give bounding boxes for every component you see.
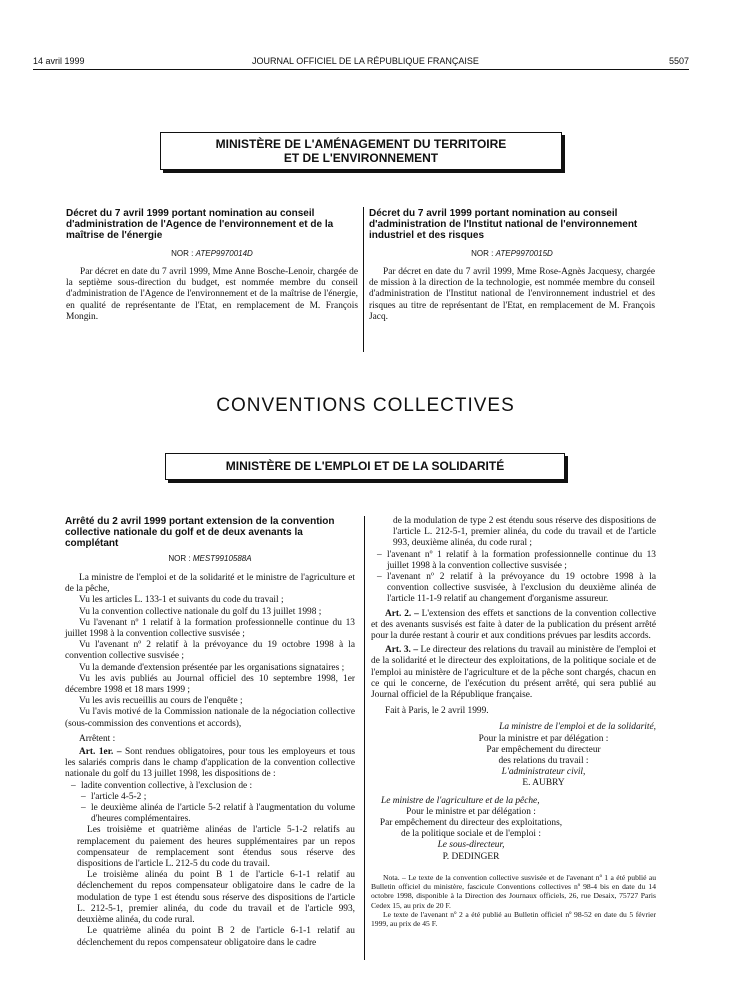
decree-left-nor [66,249,358,258]
vu-item: Vu l'avis motivé de la Commission nationale de la négociation collective (sous-commission des conventions et accords), [65,707,355,729]
journal-title: JOURNAL OFFICIEL DE LA RÉPUBLIQUE FRANÇAISE [252,56,479,66]
decree-left [66,208,358,323]
nor-label: NOR : [471,249,494,258]
vu-item: Vu l'avenant nº 2 relatif à la prévoyance du 19 octobre 1998 à la convention collective susvisée ; [65,640,355,662]
nor-code: MEST9910588A [192,554,252,563]
signature-line: Par empêchement du directeur des exploitations, [379,818,563,829]
nota-1: Nota. – Le texte de la convention collective susvisée et de l'avenant nº 1 a été publié au Bulletin officiel du ministère, fascicule Conventions collectives nº 98-4 bis en date du 14 octobre 1998, disponible à la Direction des Journaux officiels, 26, rue Desaix, 75727 Paris Cedex 15, au prix de 20 F. [371,872,656,910]
article-1-paragraph: Les troisième et quatrième alinéas de l'article 5-1-2 relatifs au remplacement du paiement des heures supplémentaires par un repos compensateur de remplacement sont étendus sous réserve des dispositions de l'article L. 212-5 du code du travail. [77,825,355,870]
page-number: 5507 [668,56,689,66]
vu-item: Vu les articles L. 133-1 et suivants du code du travail ; [79,595,284,606]
decree-right [369,208,655,323]
article-1-list-2 [371,550,656,606]
article-1-text: Sont rendues obligatoires, pour tous les employeurs et tous les salariés compris dans le champ d'application de la convention collective nationale du golf du 13 juillet 1998, les dispositions de : [65,747,356,780]
decree-left-body: Par décret en date du 7 avril 1999, Mme Anne Bosche-Lenoir, chargée de la septième sous-direction du budget, est nommée membre du conseil d'administration de l'Agence de l'environnement et de la maîtrise de l'énergie, en qualité de représentante de l'Etat, en remplacement de M. François Mongin. [66,267,358,322]
page-date: 14 avril 1999 [33,56,85,66]
ministry-line-1: MINISTÈRE DE L'AMÉNAGEMENT DU TERRITOIRE [215,137,507,151]
article-1-list [65,781,355,792]
signature-name: E. AUBRY [522,778,565,789]
nor-code: ATEP9970014D [195,249,253,258]
decree-right-body: Par décret en date du 7 avril 1999, Mme Rose-Agnès Jacquesy, chargée de mission à la direction de la technologie, est nommée membre du conseil d'administration de l'Institut national de l'environnement industriel et des risques au titre de représentant de l'Etat, en remplacement de M. François Jacq. [369,267,655,322]
nor-label: NOR : [168,554,191,563]
signature-line: de la politique sociale et de l'emploi : [401,829,541,840]
article-2-text: L'extension des effets et sanctions de la convention collective et des avenants susvisés est faite à dater de la publication du présent arrêté pour la durée restant à courir et aux conditions prévues par lesdits accords. [371,608,657,642]
list-item: – l'article 4-5-2 ; [65,792,355,803]
section-title: CONVENTIONS COLLECTIVES [216,395,515,416]
nor-label: NOR : [171,249,194,258]
arrete-left-column [65,516,355,949]
article-1-paragraph: Le quatrième alinéa du point B 2 de l'article 6-1-1 relatif au déclenchement du repos compensateur obligatoire dans le cadre [77,926,355,948]
vu-item: Vu la demande d'extension présentée par les organisations signataires ; [79,662,345,673]
vu-item: Vu la convention collective nationale du golf du 13 juillet 1998 ; [79,606,322,617]
ministry-box-amenagement [160,132,562,170]
signature-line: L'administrateur civil, [501,767,586,778]
signature-name: P. DEDINGER [442,851,500,862]
decree-right-nor [369,249,655,258]
nota-2: Le texte de l'avenant nº 2 a été publié au Bulletin officiel nº 98-52 en date du 5 février 1999, au prix de 45 F. [371,909,656,928]
article-1-label: Art. 1er. – [79,747,122,758]
list-item: – le deuxième alinéa de l'article 5-2 relatif à l'augmentation du volume d'heures complémentaires. [65,803,355,825]
article-2 [371,609,656,643]
vu-item: Vu les avis publiés au Journal officiel des 10 septembre 1998, 1er décembre 1998 et 18 mars 1999 ; [65,673,355,696]
header-rule [33,69,689,70]
article-1 [65,747,355,781]
column-divider-bottom [364,516,365,960]
signature-line: Le sous-directeur, [437,840,505,851]
ministry-line-2: ET DE L'ENVIRONNEMENT [283,151,439,165]
article-1-continuation: de la modulation de type 2 est étendu sous réserve des dispositions de l'article L. 212-5-1, premier alinéa, du code du travail et de l'article 993, deuxième alinéa, du code rural ; [393,516,656,549]
ministry-box-emploi: MINISTÈRE DE L'EMPLOI ET DE LA SOLIDARITÉ [165,453,565,480]
article-1-sublist [65,792,355,826]
decree-right-title: Décret du 7 avril 1999 portant nomination au conseil d'administration de l'Institut national de l'environnement industriel et des risques [369,208,638,241]
decree-left-title: Décret du 7 avril 1999 portant nomination au conseil d'administration de l'Agence de l'environnement et de la maîtrise de l'énergie [66,208,334,241]
list-item: – ladite convention collective, à l'exclusion de : [65,781,355,792]
arrete-intro: La ministre de l'emploi et de la solidarité et le ministre de l'agriculture et de la pêche, [65,573,355,595]
signature-line: La ministre de l'emploi et de la solidarité, [499,722,656,733]
article-3 [371,645,656,701]
signature-line: Par empêchement du directeur [486,744,601,755]
list-item: – l'avenant nº 2 relatif à la prévoyance du 19 octobre 1998 à la convention collective susvisée, à l'exclusion du deuxième alinéa de l'article 11-1-9 relatif au changement d'organisme assureur. [371,572,656,606]
vu-item: Vu l'avenant nº 1 relatif à la formation professionnelle continue du 13 juillet 1998 à la convention collective susvisée ; [65,617,355,640]
signature-line: Pour la ministre et par délégation : [478,733,609,744]
nor-code: ATEP9970015D [495,249,553,258]
article-2-label: Art. 2. – [385,608,419,619]
list-item: – l'avenant nº 1 relatif à la formation professionnelle continue du 13 juillet 1998 à la convention collective susvisée ; [371,550,656,572]
vu-item: Vu les avis recueillis au cours de l'enquête ; [79,696,243,707]
arrete-title: Arrêté du 2 avril 1999 portant extension de la convention collective nationale du golf et de deux avenants la complétant [65,516,335,549]
column-divider-top [363,207,364,352]
signature-block-2 [371,796,571,863]
arrete-nor [65,554,355,563]
arrete-right-column [371,516,656,928]
article-1-paragraph: Le troisième alinéa du point B 1 de l'article 6-1-1 relatif au déclenchement du repos compensateur obligatoire dans le cadre de la modulation de type 1 est étendu sous réserve des dispositions de l'article L. 212-5-1, premier alinéa, du code du travail et de l'article 993, deuxième alinéa, du code rural. [77,870,355,926]
arretent: Arrêtent : [79,733,116,744]
signature-line: des relations du travail : [498,756,589,767]
article-3-label: Art. 3. – [385,645,419,656]
fait-a-paris: Fait à Paris, le 2 avril 1999. [385,706,489,717]
signature-line: Le ministre de l'agriculture et de la pêche, [381,795,540,806]
signature-block-1 [371,722,656,789]
signature-line: Pour le ministre et par délégation : [406,806,536,817]
article-3-text: Le directeur des relations du travail au ministère de l'emploi et de la solidarité et le directeur des exploitations, de la politique sociale et de l'emploi au ministère de l'agriculture et de la pêche sont chargés, chacun en ce qui le concerne, de l'exécution du présent arrêté, qui sera publié au Journal officiel de la République française. [371,645,656,701]
